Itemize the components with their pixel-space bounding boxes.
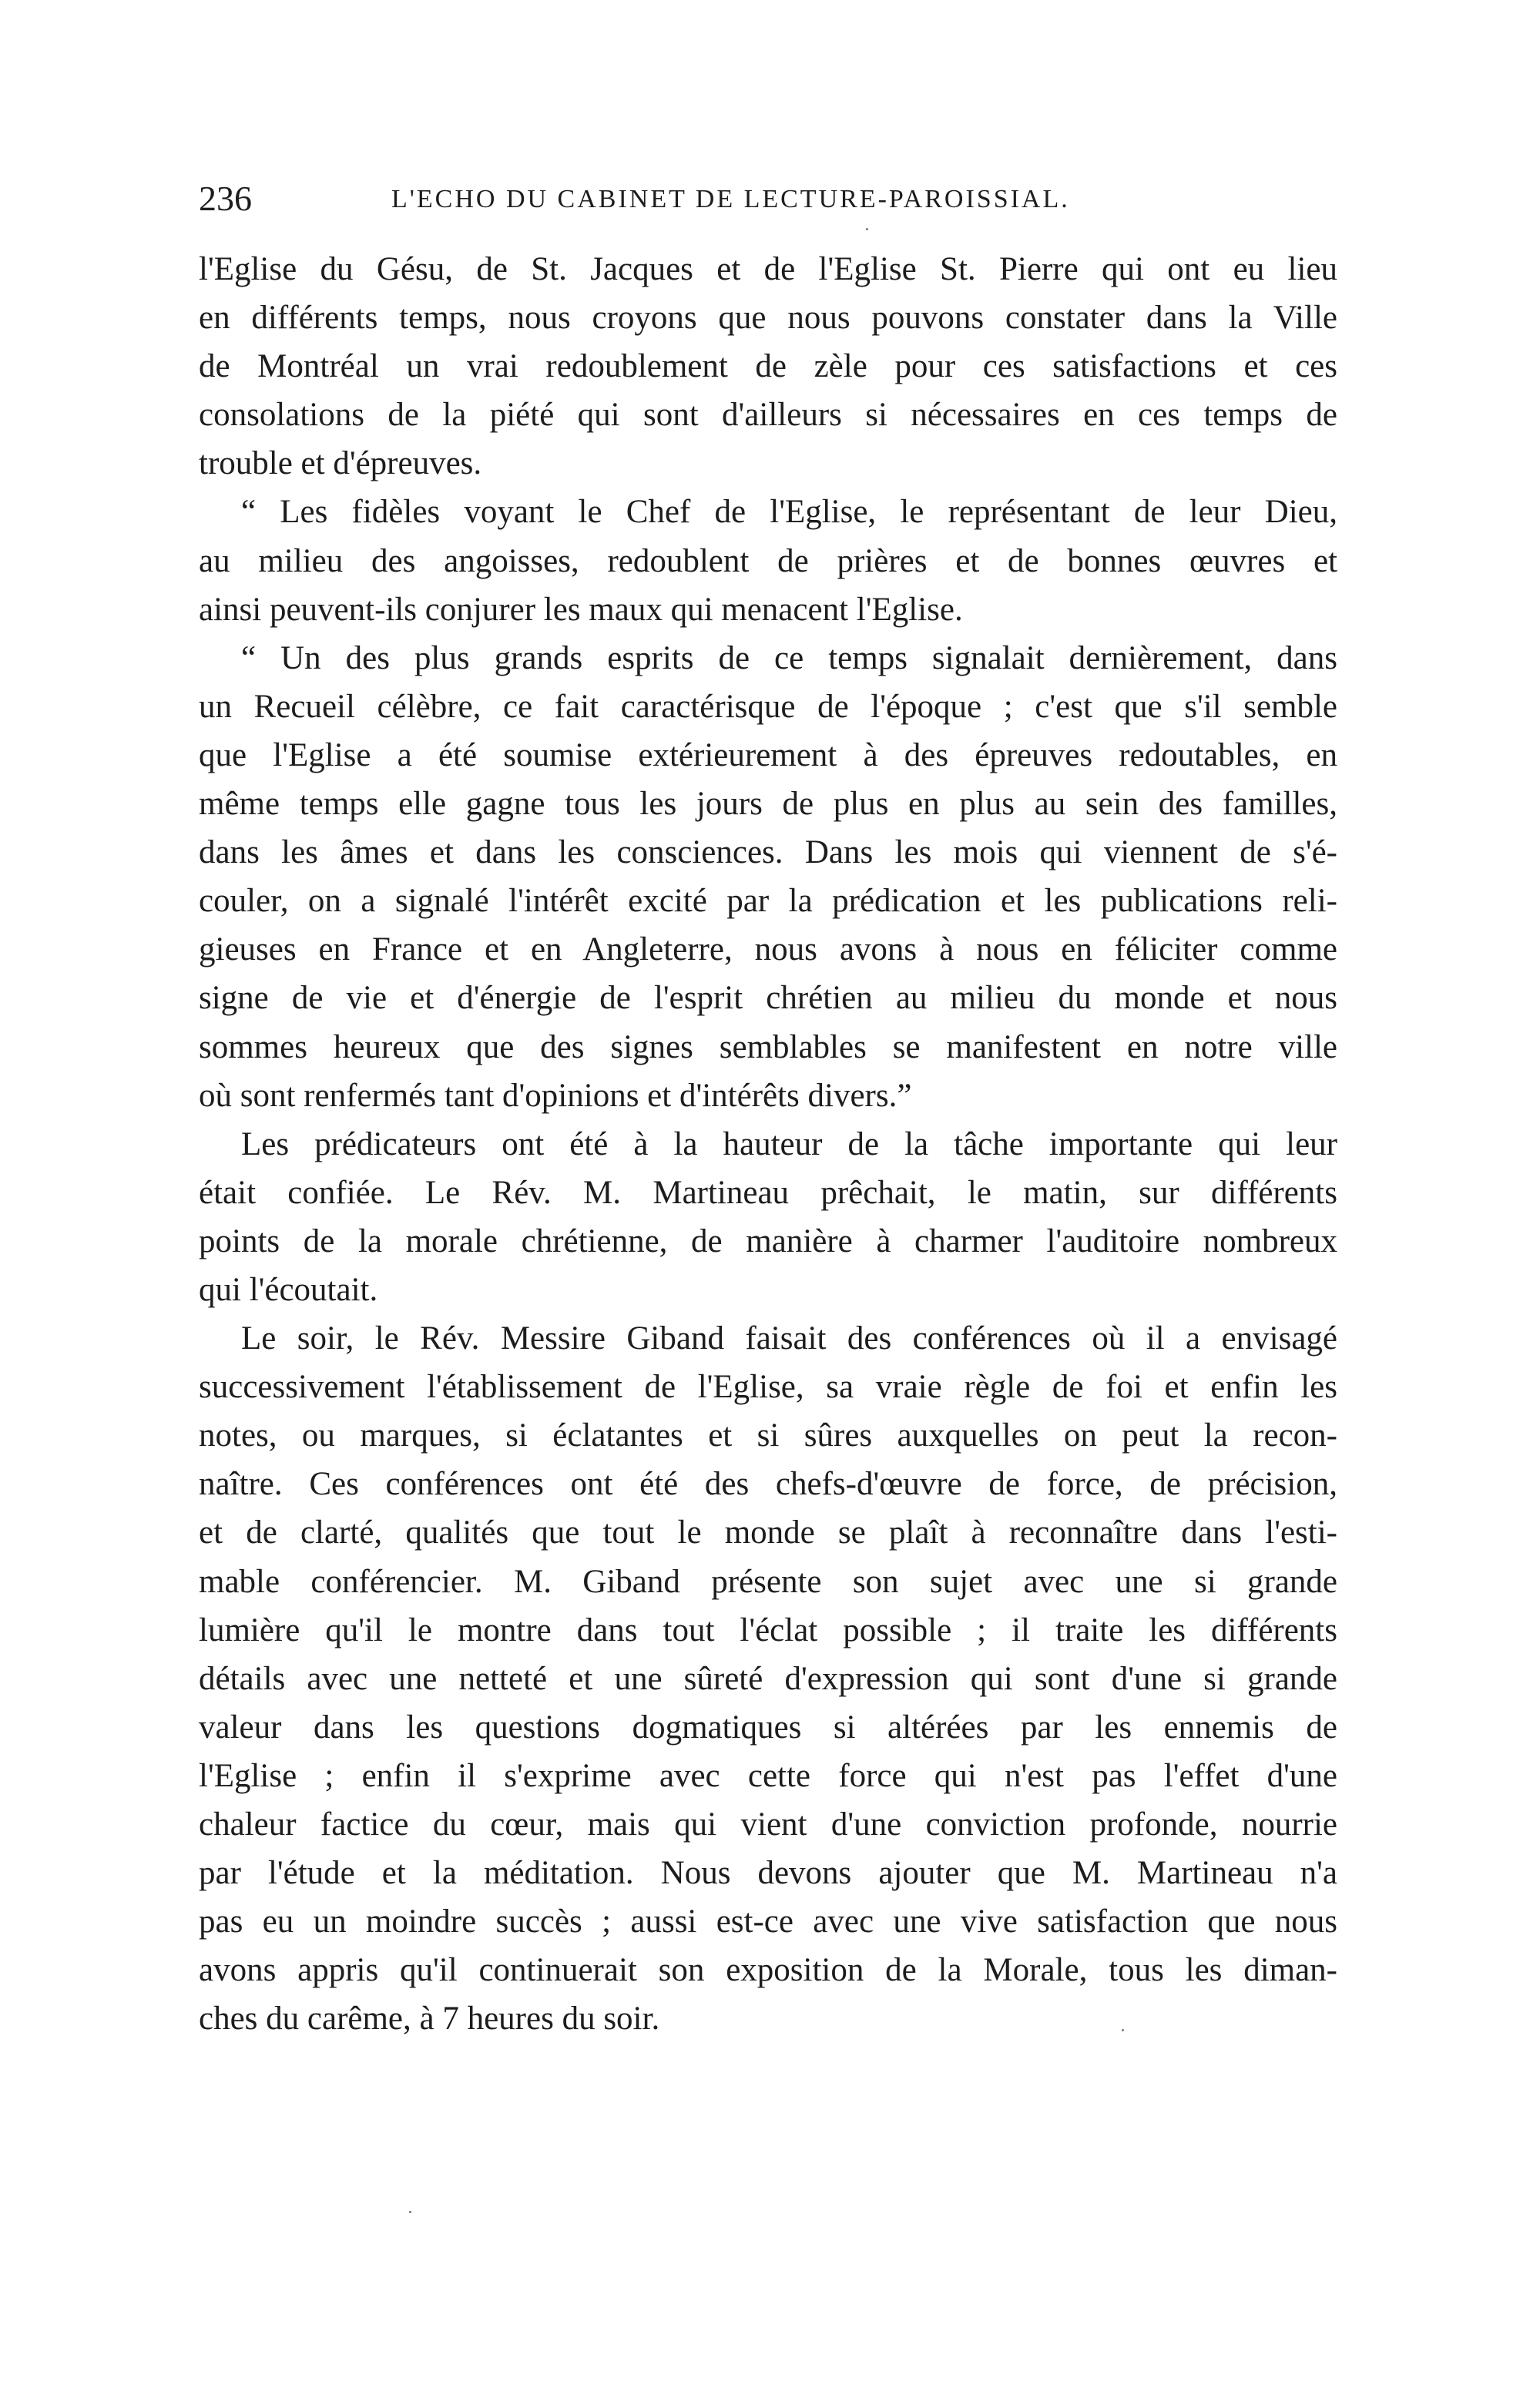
text-line: points de la morale chrétienne, de manière à charmer l'auditoire nombreux (199, 1223, 1337, 1259)
text-line: un Recueil célèbre, ce fait caractérisque de l'époque ; c'est que s'il semble (199, 688, 1337, 725)
text-line: gieuses en France et en Angleterre, nous avons à nous en féliciter comme (199, 931, 1337, 968)
page-number: 236 (199, 179, 252, 218)
text-line: naître. Ces conférences ont été des chefs-d'œuvre de force, de précision, (199, 1466, 1337, 1503)
text-line: qui l'écoutait. (199, 1271, 378, 1308)
text-line: sommes heureux que des signes semblables se manifestent en notre ville (199, 1028, 1337, 1065)
text-line: et de clarté, qualités que tout le monde se plaît à reconnaître dans l'esti- (199, 1514, 1337, 1551)
text-line: dans les âmes et dans les consciences. Dans les mois qui viennent de s'é- (199, 834, 1337, 871)
text-line: en différents temps, nous croyons que nous pouvons constater dans la Ville (199, 300, 1337, 337)
text-line: l'Eglise ; enfin il s'exprime avec cette force qui n'est pas l'effet d'une (199, 1757, 1337, 1794)
running-header (199, 176, 1339, 222)
text-line: détails avec une netteté et une sûreté d'expression qui sont d'une si grande (199, 1660, 1337, 1697)
text-line: ainsi peuvent-ils conjurer les maux qui menacent l'Eglise. (199, 591, 963, 628)
text-line: “ Un des plus grands esprits de ce temps signalait dernièrement, dans (241, 639, 1337, 676)
text-line: “ Les fidèles voyant le Chef de l'Eglise, le représentant de leur Dieu, (241, 494, 1337, 531)
text-line: même temps elle gagne tous les jours de plus en plus au sein des familles, (199, 786, 1337, 823)
text-line: l'Eglise du Gésu, de St. Jacques et de l'Eglise St. Pierre qui ont eu lieu (199, 251, 1337, 287)
body-text (199, 245, 1337, 2043)
text-line: notes, ou marques, si éclatantes et si sûres auxquelles on peut la recon- (199, 1417, 1337, 1454)
text-line: Les prédicateurs ont été à la hauteur de la tâche importante qui leur (241, 1125, 1337, 1162)
text-line: que l'Eglise a été soumise extérieurement à des épreuves redoutables, en (199, 736, 1337, 773)
text-line: couler, on a signalé l'intérêt excité par la prédication et les publications reli- (199, 883, 1337, 920)
text-line: successivement l'établissement de l'Eglise, sa vraie règle de foi et enfin les (199, 1369, 1337, 1406)
text-line: ches du carême, à 7 heures du soir. (199, 2001, 660, 2038)
text-line: lumière qu'il le montre dans tout l'éclat possible ; il traite les différents (199, 1612, 1337, 1648)
text-line: par l'étude et la méditation. Nous devons ajouter que M. Martineau n'a (199, 1855, 1337, 1892)
ink-speck (409, 2211, 411, 2213)
ink-speck (866, 228, 868, 230)
text-line: mable conférencier. M. Giband présente son sujet avec une si grande (199, 1563, 1337, 1600)
text-line: consolations de la piété qui sont d'ailleurs si nécessaires en ces temps de (199, 397, 1337, 434)
text-line: au milieu des angoisses, redoublent de prières et de bonnes œuvres et (199, 542, 1337, 579)
text-line: valeur dans les questions dogmatiques si altérées par les ennemis de (199, 1709, 1337, 1746)
text-line: de Montréal un vrai redoublement de zèle pour ces satisfactions et ces (199, 348, 1337, 385)
text-line: Le soir, le Rév. Messire Giband faisait des conférences où il a envisagé (241, 1320, 1337, 1357)
ink-speck (1122, 2029, 1124, 2031)
running-title: L'ECHO DU CABINET DE LECTURE-PAROISSIAL. (391, 185, 1070, 213)
text-line: pas eu un moindre succès ; aussi est-ce avec une vive satisfaction que nous (199, 1903, 1337, 1940)
text-line: signe de vie et d'énergie de l'esprit chrétien au milieu du monde et nous (199, 980, 1337, 1017)
text-line: avons appris qu'il continuerait son exposition de la Morale, tous les diman- (199, 1952, 1337, 1989)
text-line: trouble et d'épreuves. (199, 445, 482, 482)
text-line: où sont renfermés tant d'opinions et d'intérêts divers.” (199, 1077, 912, 1114)
text-line: était confiée. Le Rév. M. Martineau prêchait, le matin, sur différents (199, 1174, 1337, 1211)
text-line: chaleur factice du cœur, mais qui vient d'une conviction profonde, nourrie (199, 1806, 1337, 1843)
